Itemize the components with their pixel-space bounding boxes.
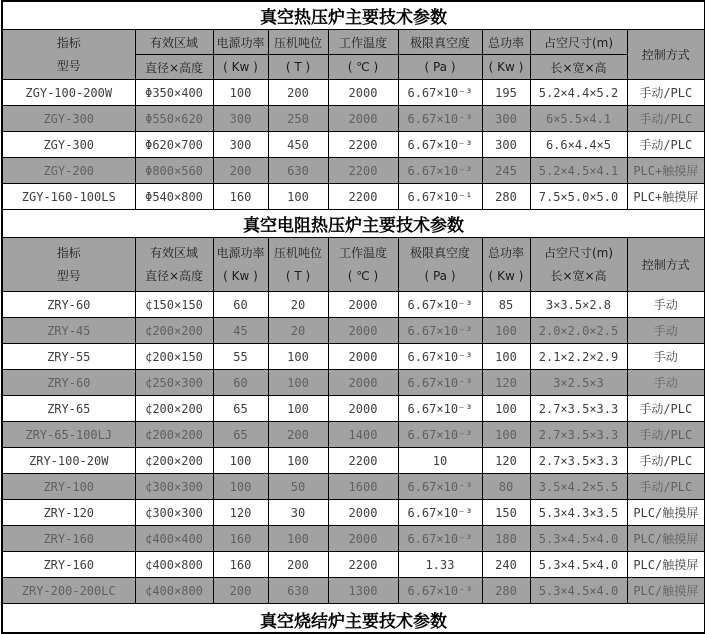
header-cell: 有效区域 (135, 30, 213, 55)
header-cell-control: 控制方式 (627, 238, 705, 292)
cell-model: ZGY-200 (2, 158, 135, 184)
cell: 2000 (328, 526, 398, 552)
cell: 6.67×10⁻³ (398, 158, 482, 184)
table-row (2, 422, 705, 448)
cell: 50 (268, 474, 328, 500)
cell: 2.1×2.2×2.9 (530, 344, 627, 370)
header-cell: 电源功率 ( Kw ) (213, 238, 268, 292)
cell: 160 (213, 552, 268, 578)
cell: 2000 (328, 318, 398, 344)
cell: 100 (268, 448, 328, 474)
cell: 2200 (328, 552, 398, 578)
cell: 85 (482, 292, 530, 318)
table1-title-row (2, 1, 705, 30)
header-cell: 直径×高度 (135, 55, 213, 80)
cell: 5.3×4.5×4.0 (530, 526, 627, 552)
header-cell-index (2, 30, 135, 80)
cell: 65 (213, 422, 268, 448)
cell: 200 (213, 578, 268, 604)
cell: 300 (482, 106, 530, 132)
cell: 200 (268, 552, 328, 578)
cell: 55 (213, 344, 268, 370)
header-index-line1: 指标 (56, 35, 81, 50)
cell: 80 (482, 474, 530, 500)
cell: 6.67×10⁻³ (398, 344, 482, 370)
cell: 100 (482, 396, 530, 422)
cell: 6.67×10⁻³ (398, 526, 482, 552)
cell-model: ZRY-100-20W (2, 448, 135, 474)
cell: 100 (268, 344, 328, 370)
cell: ¢300×300 (135, 474, 213, 500)
cell: 120 (482, 370, 530, 396)
table-row (2, 292, 705, 318)
table-row (2, 80, 705, 106)
cell: 200 (268, 422, 328, 448)
cell: 160 (213, 184, 268, 210)
cell: Φ540×800 (135, 184, 213, 210)
header-cell: 工作温度 ( ℃ ) (328, 238, 398, 292)
cell: PLC/触摸屏 (627, 578, 705, 604)
header-index-line1: 指标 (56, 245, 81, 260)
cell: 280 (482, 578, 530, 604)
cell: 6×5.5×4.1 (530, 106, 627, 132)
cell: 100 (482, 422, 530, 448)
cell-model: ZGY-300 (2, 106, 135, 132)
cell: 200 (268, 80, 328, 106)
header-cell: ( Kw ) (482, 55, 530, 80)
table-row (2, 578, 705, 604)
cell-model: ZRY-60 (2, 292, 135, 318)
cell: 6.6×4.4×5 (530, 132, 627, 158)
cell: 2200 (328, 448, 398, 474)
cell: 180 (482, 526, 530, 552)
cell: 45 (213, 318, 268, 344)
header-cell: 压机吨位 (268, 30, 328, 55)
header-cell: 占空尺寸(m) 长×宽×高 (530, 238, 627, 292)
cell: 手动/PLC (627, 448, 705, 474)
clipped-title: 真空烧结炉主要技术参数 (2, 604, 705, 634)
table-row (2, 106, 705, 132)
cell: 2000 (328, 344, 398, 370)
cell: 2200 (328, 158, 398, 184)
cell: ¢250×300 (135, 370, 213, 396)
cell: 6.67×10⁻¹ (398, 184, 482, 210)
cell: 630 (268, 578, 328, 604)
cell: 5.3×4.5×4.0 (530, 552, 627, 578)
cell: 手动 (627, 370, 705, 396)
cell: 100 (213, 474, 268, 500)
cell-model: ZRY-55 (2, 344, 135, 370)
cell: Φ350×400 (135, 80, 213, 106)
cell: 2000 (328, 500, 398, 526)
cell: 100 (268, 526, 328, 552)
cell: 2000 (328, 106, 398, 132)
cell: 30 (268, 500, 328, 526)
header-cell: 有效区域 直径×高度 (135, 238, 213, 292)
cell: 120 (482, 448, 530, 474)
clipped-bottom-row (2, 604, 705, 634)
cell: 6.67×10⁻³ (398, 500, 482, 526)
cell: 200 (213, 158, 268, 184)
cell: 100 (268, 396, 328, 422)
cell: ¢400×800 (135, 552, 213, 578)
cell: 10 (398, 448, 482, 474)
cell: 3×3.5×2.8 (530, 292, 627, 318)
table-row (2, 344, 705, 370)
cell: PLC/触摸屏 (627, 526, 705, 552)
cell: 手动 (627, 292, 705, 318)
cell: 2.7×3.5×3.3 (530, 396, 627, 422)
header-cell: 总功率 (482, 30, 530, 55)
cell: 280 (482, 184, 530, 210)
cell: 245 (482, 158, 530, 184)
cell: 20 (268, 318, 328, 344)
cell: ¢300×300 (135, 500, 213, 526)
cell: 5.3×4.5×4.0 (530, 578, 627, 604)
table2-header-row (2, 238, 705, 292)
cell-model: ZRY-100 (2, 474, 135, 500)
cell: 150 (482, 500, 530, 526)
cell-model: ZRY-160 (2, 552, 135, 578)
cell: 6.67×10⁻³ (398, 474, 482, 500)
cell: PLC/触摸屏 (627, 500, 705, 526)
cell: 6.67×10⁻³ (398, 396, 482, 422)
cell-model: ZGY-160-100LS (2, 184, 135, 210)
cell: 6.67×10⁻³ (398, 422, 482, 448)
cell: ¢200×200 (135, 318, 213, 344)
header-cell: ( T ) (268, 55, 328, 80)
cell: 195 (482, 80, 530, 106)
cell: 6.67×10⁻³ (398, 80, 482, 106)
cell: PLC+触摸屏 (627, 184, 705, 210)
cell: 60 (213, 370, 268, 396)
cell: 1300 (328, 578, 398, 604)
header-cell: ( ℃ ) (328, 55, 398, 80)
cell: 6.67×10⁻³ (398, 578, 482, 604)
cell: 5.2×4.5×4.1 (530, 158, 627, 184)
header-cell: 电源功率 (213, 30, 268, 55)
cell: 3×2.5×3 (530, 370, 627, 396)
cell: 2000 (328, 292, 398, 318)
cell: 2.0×2.0×2.5 (530, 318, 627, 344)
cell: 2000 (328, 80, 398, 106)
table2-title: 真空电阻热压炉主要技术参数 (2, 210, 705, 238)
table-row (2, 396, 705, 422)
table-row (2, 132, 705, 158)
header-cell-index (2, 238, 135, 292)
header-cell: 占空尺寸(m) (530, 30, 627, 55)
cell: 1600 (328, 474, 398, 500)
cell: 6.67×10⁻³ (398, 292, 482, 318)
cell: 300 (213, 132, 268, 158)
cell: Φ550×620 (135, 106, 213, 132)
cell: PLC+触摸屏 (627, 158, 705, 184)
cell: 手动/PLC (627, 474, 705, 500)
cell-model: ZRY-120 (2, 500, 135, 526)
cell: 手动 (627, 318, 705, 344)
header-index-line2: 型号 (56, 268, 81, 283)
header-cell-control: 控制方式 (627, 30, 705, 80)
cell: 6.67×10⁻³ (398, 132, 482, 158)
cell: Φ800×560 (135, 158, 213, 184)
cell: 2.7×3.5×3.3 (530, 448, 627, 474)
cell: 手动/PLC (627, 132, 705, 158)
cell: Φ620×700 (135, 132, 213, 158)
header-index-line2: 型号 (56, 58, 81, 73)
cell: 2000 (328, 370, 398, 396)
cell: ¢200×200 (135, 396, 213, 422)
cell: PLC/触摸屏 (627, 552, 705, 578)
cell: 5.2×4.4×5.2 (530, 80, 627, 106)
table-row (2, 158, 705, 184)
table-row (2, 500, 705, 526)
cell: 100 (213, 80, 268, 106)
cell: 6.67×10⁻³ (398, 318, 482, 344)
cell: 100 (213, 448, 268, 474)
table2-title-row (2, 210, 705, 238)
cell: 2200 (328, 184, 398, 210)
cell: 450 (268, 132, 328, 158)
cell-model: ZRY-65-100LJ (2, 422, 135, 448)
table1-title: 真空热压炉主要技术参数 (2, 1, 705, 30)
cell: 2200 (328, 132, 398, 158)
cell-model: ZRY-160 (2, 526, 135, 552)
cell: 6.67×10⁻³ (398, 370, 482, 396)
cell: 240 (482, 552, 530, 578)
cell: ¢400×400 (135, 526, 213, 552)
cell: 1.33 (398, 552, 482, 578)
cell: 3.5×4.2×5.5 (530, 474, 627, 500)
cell: 5.3×4.3×3.5 (530, 500, 627, 526)
cell: 2000 (328, 396, 398, 422)
cell: 手动/PLC (627, 106, 705, 132)
table-row (2, 370, 705, 396)
cell: 100 (268, 370, 328, 396)
table-row (2, 318, 705, 344)
table-row (2, 448, 705, 474)
cell: 7.5×5.0×5.0 (530, 184, 627, 210)
header-cell: 极限真空度 ( Pa ) (398, 238, 482, 292)
cell-model: ZRY-65 (2, 396, 135, 422)
header-cell: 长×宽×高 (530, 55, 627, 80)
cell: ¢200×150 (135, 344, 213, 370)
cell: 300 (213, 106, 268, 132)
cell: ¢200×200 (135, 448, 213, 474)
table-row (2, 184, 705, 210)
header-cell: 总功率 ( Kw ) (482, 238, 530, 292)
header-cell: 极限真空度 (398, 30, 482, 55)
table1-header-row-1 (2, 30, 705, 55)
cell: 20 (268, 292, 328, 318)
cell: 手动/PLC (627, 422, 705, 448)
cell: 120 (213, 500, 268, 526)
cell: 2.7×3.5×3.3 (530, 422, 627, 448)
cell: 手动 (627, 344, 705, 370)
cell: 6.67×10⁻³ (398, 106, 482, 132)
cell: ¢200×200 (135, 422, 213, 448)
header-cell: ( Kw ) (213, 55, 268, 80)
cell: 300 (482, 132, 530, 158)
cell: 手动/PLC (627, 396, 705, 422)
header-cell: 工作温度 (328, 30, 398, 55)
cell-model: ZGY-100-200W (2, 80, 135, 106)
header-cell: ( Pa ) (398, 55, 482, 80)
cell: 60 (213, 292, 268, 318)
cell-model: ZGY-300 (2, 132, 135, 158)
cell: 手动/PLC (627, 80, 705, 106)
cell: 630 (268, 158, 328, 184)
cell: 100 (268, 184, 328, 210)
cell-model: ZRY-60 (2, 370, 135, 396)
table-row (2, 474, 705, 500)
cell: 65 (213, 396, 268, 422)
cell: 160 (213, 526, 268, 552)
spec-table (1, 0, 705, 634)
cell: 100 (482, 344, 530, 370)
cell-model: ZRY-200-200LC (2, 578, 135, 604)
header-cell: 压机吨位 ( T ) (268, 238, 328, 292)
cell: ¢150×150 (135, 292, 213, 318)
table-row (2, 526, 705, 552)
cell: 250 (268, 106, 328, 132)
cell: ¢400×800 (135, 578, 213, 604)
table-row (2, 552, 705, 578)
cell-model: ZRY-45 (2, 318, 135, 344)
cell: 100 (482, 318, 530, 344)
cell: 1400 (328, 422, 398, 448)
